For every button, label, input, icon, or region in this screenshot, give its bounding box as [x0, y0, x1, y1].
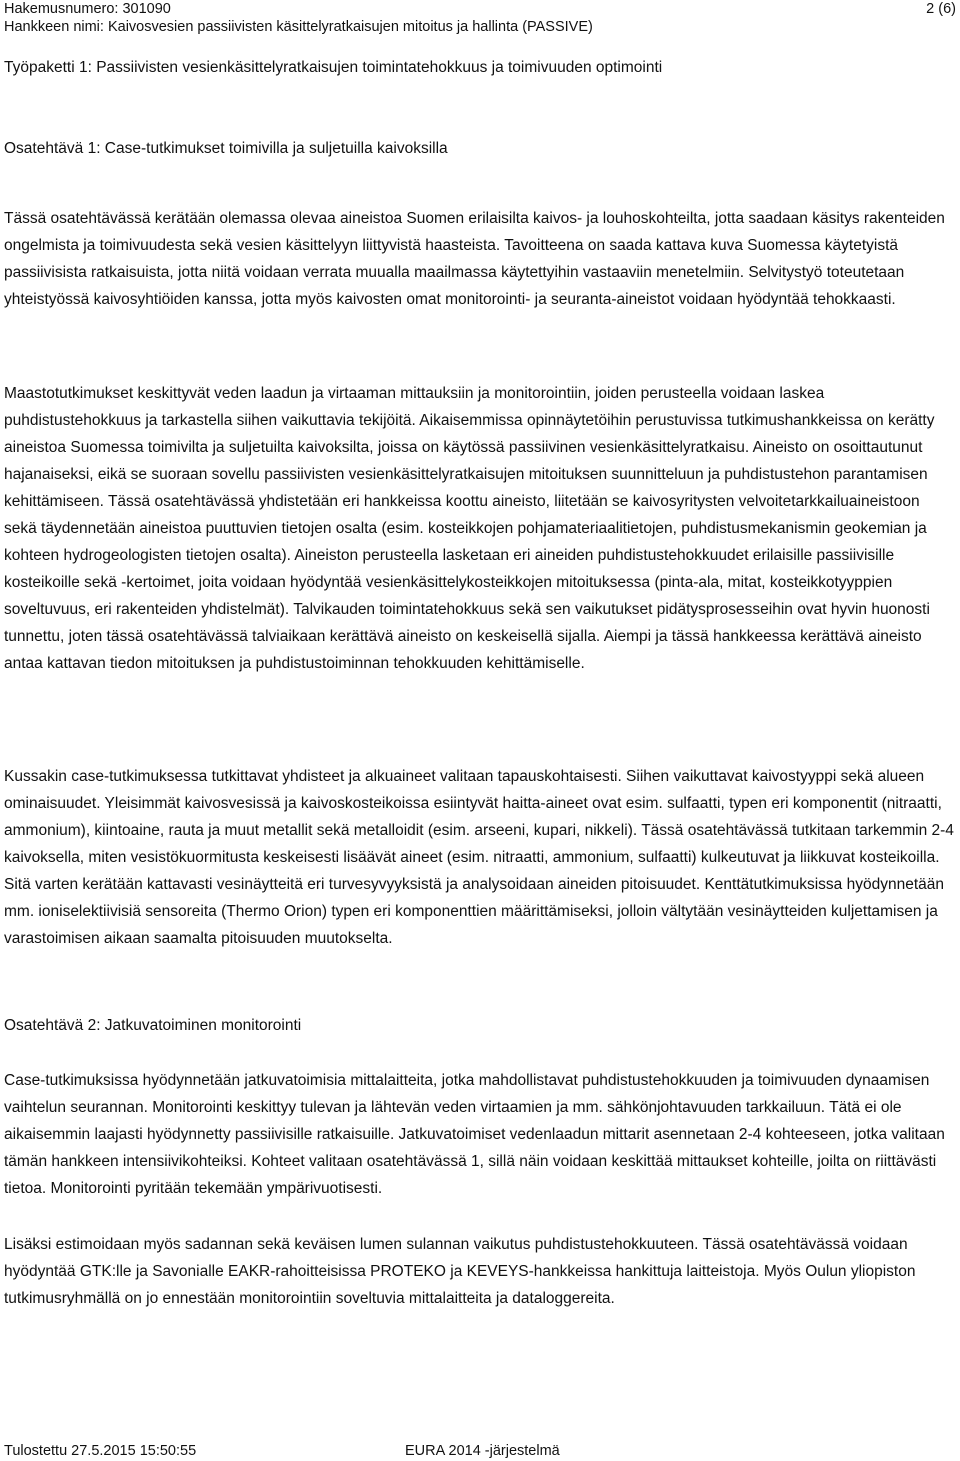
task2-paragraph-2 [4, 1231, 956, 1312]
task1-paragraph-2 [4, 380, 956, 677]
application-number: Hakemusnumero: 301090 [4, 1, 171, 17]
system-name: EURA 2014 -järjestelmä [405, 1443, 560, 1459]
paragraph-text: Tässä osatehtävässä kerätään olemassa olevaa aineistoa Suomen erilaisilta kaivos- ja louhoskohteilta, jotta saadaan käsitys rakenteiden ongelmista ja toimivuudesta sekä vesien käsittelyyn liittyvistä haasteista. Tavoitteena on saada kattava kuva Suomessa käytetyistä passiivisista ratkaisuista, jotta niitä voidaan verrata muualla maailmassa käytettyihin vastaaviin menetelmiin. Selvitystyö toteutetaan yhteistyössä kaivosyhtiöiden kanssa, jotta myös kaivosten omat monitorointi- ja seuranta-aineistot voidaan hyödyntää tehokkaasti. [4, 210, 945, 308]
paragraph-text: Kussakin case-tutkimuksessa tutkittavat yhdisteet ja alkuaineet valitaan tapauskohtaisesti. Siihen vaikuttavat kaivostyyppi sekä alueen ominaisuudet. Yleisimmät kaivosvesissä ja kaivoskosteikoissa esiintyvät haitta-aineet ovat esim. sulfaatti, typen eri komponentit (nitraatti, ammonium), kiintoaine, rauta ja muut metallit sekä metalloidit (esim. arseeni, kupari, nikkeli). Tässä osatehtävässä tutkitaan tarkemmin 2-4 kaivoksella, miten vesistökuormitusta keskeisesti lisäävät aineet (esim. nitraatti, ammonium, sulfaatti) kulkeutuvat ja liikkuvat kosteikoilla. Sitä varten kerätään kattavasti vesinäytteitä eri turvesyvyyksistä ja analysoidaan aineiden pitoisuudet. Kenttätutkimuksissa hyödynnetään mm. ioniselektiivisiä sensoreita (Thermo Orion) typen eri komponenttien määrittämiseksi, jolloin vältytään vesinäytteiden kuljettamisen ja varastoimisen aikaan saamalta pitoisuuden muutokselta. [4, 768, 954, 947]
work-package-title: Työpaketti 1: Passiivisten vesienkäsittelyratkaisujen toimintatehokkuus ja toimivuuden optimointi [4, 59, 663, 76]
page-number: 2 (6) [926, 1, 956, 17]
task1-paragraph-3 [4, 763, 956, 952]
project-name: Hankkeen nimi: Kaivosvesien passiivisten käsittelyratkaisujen mitoitus ja hallinta (PASSIVE) [4, 19, 593, 35]
task2-title: Osatehtävä 2: Jatkuvatoiminen monitorointi [4, 1017, 302, 1034]
task1-title: Osatehtävä 1: Case-tutkimukset toimivilla ja suljetuilla kaivoksilla [4, 140, 448, 157]
paragraph-text: Maastotutkimukset keskittyvät veden laadun ja virtaaman mittauksiin ja monitorointiin, joiden perusteella voidaan laskea puhdistustehokkuus ja tarkastella siihen vaikuttavia tekijöitä. Aikaisemmissa opinnäytetöihin perustuvissa tutkimushankkeissa on kerätty aineistoa Suomessa toimivilta ja suljetuilta kaivoksilta, joissa on käytössä passiivinen vesienkäsittelyratkaisu. Aineisto on osoittautunut hajanaiseksi, eikä se suoraan sovellu passiivisten vesienkäsittelyratkaisujen mitoituksen suunnitteluun ja puhdistustehon parantamisen kehittämiseen. Tässä osatehtävässä yhdistetään eri hankkeissa koottu aineisto, liitetään se kaivosyritysten velvoitetarkkailuaineistoon sekä täydennetään aineistoa puuttuvien tietojen osalta (esim. kosteikkojen pohjamateriaalitietojen, puhdistusmekanismin geokemian ja kohteen hydrogeologisten tietojen osalta). Aineiston perusteella lasketaan eri aineiden puhdistustehokkuudet erilaisille passiivisille kosteikoille sekä -kertoimet, joita voidaan hyödyntää vesienkäsittelykosteikkojen mitoituksessa (pinta-ala, mitat, kosteikkotyyppien soveltuvuus, eri rakenteiden yhdistelmät). Talvikauden toimintatehokkuus sekä sen vaikutukset pidätysprosesseihin ovat hyvin huonosti tunnettu, joten tässä osatehtävässä talviaikaan kerättävä aineisto on keskeisellä sijalla. Aiempi ja tässä hankkeessa kerättävä aineisto antaa kattavan tiedon mitoituksen ja puhdistustoiminnan tehokkuuden kehittämiselle. [4, 385, 935, 672]
paragraph-text: Case-tutkimuksissa hyödynnetään jatkuvatoimisia mittalaitteita, jotka mahdollistavat puhdistustehokkuuden ja toimivuuden dynaamisen vaihtelun seurannan. Monitorointi keskittyy tulevan ja lähtevän veden virtaamien ja mm. sähkönjohtavuuden tarkkailuun. Tätä ei ole aikaisemmin laajasti hyödynnetty passiivisille ratkaisuille. Jatkuvatoimiset vedenlaadun mittarit asennetaan 2-4 kohteeseen, jotka valitaan tämän hankkeen intensiivikohteiksi. Kohteet valitaan osatehtävässä 1, sillä näin voidaan keskittää mittaukset kohteille, joilta on riittävästi tietoa. Monitorointi pyritään tekemään ympärivuotisesti. [4, 1072, 945, 1197]
print-timestamp: Tulostettu 27.5.2015 15:50:55 [4, 1443, 197, 1459]
task1-paragraph-1 [4, 205, 956, 313]
paragraph-text: Lisäksi estimoidaan myös sadannan sekä keväisen lumen sulannan vaikutus puhdistustehokkuuteen. Tässä osatehtävässä voidaan hyödyntää GTK:lle ja Savonialle EAKR-rahoitteisissa PROTEKO ja KEVEYS-hankkeissa hankittuja laitteistoja. Myös Oulun yliopiston tutkimusryhmällä on jo ennestään monitorointiin soveltuvia mittalaitteita ja dataloggereita. [4, 1236, 916, 1307]
task2-paragraph-1 [4, 1067, 956, 1202]
